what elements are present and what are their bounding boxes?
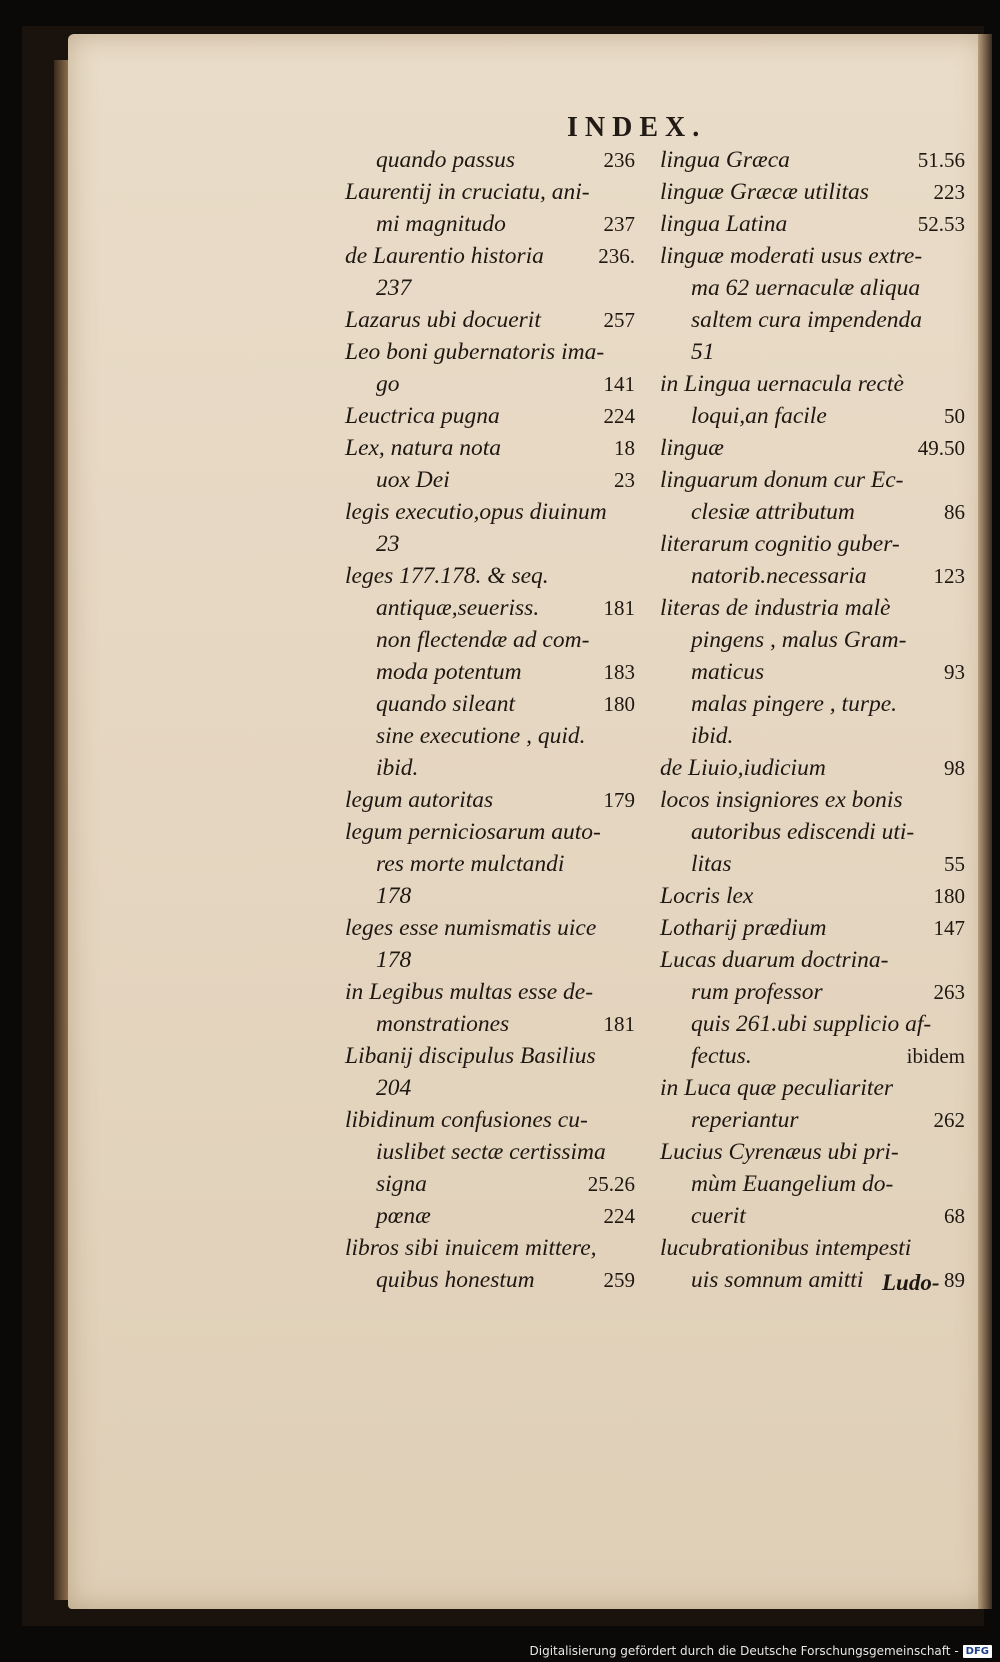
index-entry	[660, 624, 965, 656]
index-entry-text: mi magnitudo	[376, 211, 506, 237]
index-entry-text: iuslibet sectæ certissima	[376, 1139, 606, 1165]
index-entry	[660, 528, 965, 560]
index-entry	[660, 496, 965, 528]
index-entry	[345, 528, 635, 560]
index-entry	[345, 944, 635, 976]
index-entry	[345, 304, 635, 336]
index-entry	[345, 368, 635, 400]
index-entry	[345, 1008, 635, 1040]
index-entry	[660, 688, 965, 720]
index-entry-text: Laurentij in cruciatu, ani-	[345, 179, 590, 205]
catchword: Ludo-	[882, 1270, 940, 1295]
index-entry-text: Lex, natura nota	[345, 435, 502, 461]
index-entry-text: quando passus	[376, 147, 516, 173]
index-entry-page: 180	[933, 884, 965, 908]
index-entry-text: moda potentum	[376, 659, 522, 685]
index-entry	[345, 720, 635, 752]
index-entry-text: linguæ	[660, 435, 724, 461]
index-entry-page: ibidem	[906, 1044, 965, 1068]
index-entry-text: in Lingua uernacula rectè	[660, 371, 904, 397]
index-entry-text: 23	[376, 531, 400, 557]
index-entry	[660, 560, 965, 592]
index-entry-text: sine executione , quid.	[376, 723, 586, 749]
index-entry-text: ma 62 uernaculæ aliqua	[691, 275, 921, 301]
index-entry-text: non flectendæ ad com-	[376, 627, 590, 653]
index-entry-text: legum perniciosarum auto-	[345, 819, 601, 845]
index-entry	[660, 304, 965, 336]
index-entry	[660, 784, 965, 816]
index-entry	[345, 784, 635, 816]
index-entry-page: 141	[603, 372, 635, 396]
index-entry-text: Leuctrica pugna	[345, 403, 500, 429]
index-entry	[345, 1200, 635, 1232]
index-entry-text: Lotharij prædium	[660, 915, 827, 941]
index-entry-text: 51	[691, 339, 715, 365]
index-entry-page: 55	[944, 852, 965, 876]
index-entry	[660, 880, 965, 912]
index-entry-text: antiquæ,seueriss.	[376, 595, 540, 621]
index-entry-page: 181	[603, 596, 635, 620]
index-entry-page: 257	[603, 308, 635, 332]
index-entry-text: uis somnum amitti	[691, 1267, 864, 1293]
index-entry-text: de Liuio,iudicium	[660, 755, 826, 781]
index-entry-page: 223	[933, 180, 965, 204]
index-entry-text: Lucius Cyrenæus ubi pri-	[660, 1139, 899, 1165]
index-entry-page: 98	[944, 756, 965, 780]
index-entry-page: 224	[603, 1204, 635, 1228]
index-entry-page: 236.	[598, 244, 635, 268]
index-entry-text: ibid.	[691, 723, 734, 749]
index-entry	[345, 1264, 635, 1296]
index-entry	[660, 816, 965, 848]
index-entry	[660, 400, 965, 432]
index-entry-page: 52.53	[917, 212, 965, 236]
index-entry	[345, 432, 635, 464]
index-entry	[345, 816, 635, 848]
index-entry	[660, 1136, 965, 1168]
index-entry-text: clesiæ attributum	[691, 499, 855, 525]
index-entry-page: 93	[944, 660, 965, 684]
index-entry-text: 237	[376, 275, 412, 301]
index-entry-text: in Legibus multas esse de-	[345, 979, 594, 1005]
index-entry	[660, 1232, 965, 1264]
index-entry-text: rum professor	[691, 979, 823, 1005]
index-entry-page: 68	[944, 1204, 965, 1228]
index-entry	[660, 1168, 965, 1200]
index-entry-text: linguæ Græcæ utilitas	[660, 179, 869, 205]
index-entry	[660, 144, 965, 176]
index-entry	[345, 1104, 635, 1136]
index-entry-page: 183	[603, 660, 635, 684]
index-entry	[345, 592, 635, 624]
index-entry	[345, 688, 635, 720]
index-entry-text: leges 177.178. & seq.	[345, 563, 549, 589]
index-entry	[660, 848, 965, 880]
index-entry-page: 50	[944, 404, 965, 428]
index-entry-text: 204	[376, 1075, 412, 1101]
index-entry	[660, 1040, 965, 1072]
index-entry	[345, 880, 635, 912]
index-entry-text: pingens , malus Gram-	[691, 627, 907, 653]
footer-credit: Digitalisierung gefördert durch die Deutsche Forschungsgemeinschaft -	[529, 1644, 959, 1658]
digitization-footer	[530, 1644, 993, 1658]
index-entry	[345, 656, 635, 688]
index-entry-text: linguarum donum cur Ec-	[660, 467, 904, 493]
index-entry-text: reperiantur	[691, 1107, 799, 1133]
index-entry-page: 25.26	[587, 1172, 635, 1196]
index-entry-text: Leo boni gubernatoris ima-	[345, 339, 605, 365]
index-entry-text: 178	[376, 883, 412, 909]
index-entry	[345, 496, 635, 528]
index-entry-page: 181	[603, 1012, 635, 1036]
index-entry	[345, 1232, 635, 1264]
index-entry-page: 179	[603, 788, 635, 812]
index-entry	[660, 176, 965, 208]
index-entry-text: Lucas duarum doctrina-	[660, 947, 889, 973]
index-entry	[660, 944, 965, 976]
index-entry-text: fectus.	[691, 1043, 752, 1069]
index-entry	[345, 240, 635, 272]
index-entry	[660, 368, 965, 400]
index-entry-text: signa	[376, 1171, 427, 1197]
index-entry	[345, 1168, 635, 1200]
index-entry-text: saltem cura impendenda	[691, 307, 923, 333]
index-entry	[660, 240, 965, 272]
page-right-edge	[978, 34, 992, 1609]
index-entry	[660, 656, 965, 688]
index-entry	[660, 720, 965, 752]
index-entry-text: malas pingere , turpe.	[691, 691, 898, 717]
index-entry	[660, 464, 965, 496]
index-entry	[345, 976, 635, 1008]
index-entry-text: loqui,an facile	[691, 403, 827, 429]
index-entry-text: cuerit	[691, 1203, 746, 1229]
index-entry-text: Libanij discipulus Basilius	[345, 1043, 596, 1069]
index-entry-page: 23	[614, 468, 635, 492]
index-entry-text: quis 261.ubi supplicio af-	[691, 1011, 932, 1037]
index-entry-text: autoribus ediscendi uti-	[691, 819, 915, 845]
index-entry	[660, 1200, 965, 1232]
index-entry	[345, 848, 635, 880]
index-entry-text: literarum cognitio guber-	[660, 531, 900, 557]
index-entry-text: lucubrationibus intempesti	[660, 1235, 912, 1261]
index-entry-page: 224	[603, 404, 635, 428]
index-entry	[345, 624, 635, 656]
index-entry-page: 180	[603, 692, 635, 716]
index-entry-text: lingua Latina	[660, 211, 788, 237]
index-entry	[660, 592, 965, 624]
index-entry-text: mùm Euangelium do-	[691, 1171, 894, 1197]
index-entry-page: 49.50	[917, 436, 965, 460]
index-entry	[660, 1072, 965, 1104]
index-entry-page: 51.56	[917, 148, 965, 172]
index-entry-text: Locris lex	[660, 883, 754, 909]
index-entry	[660, 1104, 965, 1136]
index-entry-page: 89	[944, 1268, 965, 1292]
index-entry-text: libidinum confusiones cu-	[345, 1107, 588, 1133]
index-entry-page: 263	[933, 980, 965, 1004]
index-entry	[345, 272, 635, 304]
index-entry-page: 236	[603, 148, 635, 172]
index-entry	[660, 432, 965, 464]
index-entry-text: locos insigniores ex bonis	[660, 787, 903, 813]
index-entry-page: 147	[933, 916, 965, 940]
page-left-edge	[54, 60, 68, 1600]
index-entry	[345, 1072, 635, 1104]
index-entry-page: 86	[944, 500, 965, 524]
index-entry-text: res morte mulctandi	[376, 851, 565, 877]
index-entry-text: leges esse numismatis uice	[345, 915, 597, 941]
index-entry-page: 123	[933, 564, 965, 588]
index-entry	[660, 1008, 965, 1040]
index-entry-text: literas de industria malè	[660, 595, 891, 621]
index-entry	[345, 560, 635, 592]
index-entry-text: de Laurentio historia	[345, 243, 544, 269]
index-entry	[345, 1136, 635, 1168]
index-entry	[345, 1040, 635, 1072]
index-entry-text: maticus	[691, 659, 765, 685]
index-entry-page: 237	[603, 212, 635, 236]
index-entry-text: legum autoritas	[345, 787, 494, 813]
index-entry	[660, 912, 965, 944]
index-entry-page: 262	[933, 1108, 965, 1132]
page-header-index: INDEX.	[567, 112, 707, 143]
index-entry-text: monstrationes	[376, 1011, 510, 1037]
index-entry	[345, 400, 635, 432]
index-entry-text: 178	[376, 947, 412, 973]
index-entry	[345, 752, 635, 784]
index-entry	[345, 176, 635, 208]
index-entry-text: Lazarus ubi docuerit	[345, 307, 541, 333]
index-entry-text: quibus honestum	[376, 1267, 535, 1293]
index-entry	[660, 272, 965, 304]
index-entry	[345, 144, 635, 176]
index-entry	[660, 976, 965, 1008]
index-entry	[660, 336, 965, 368]
index-entry-text: litas	[691, 851, 732, 877]
index-entry-text: lingua Græca	[660, 147, 790, 173]
index-entry	[345, 208, 635, 240]
index-entry-text: legis executio,opus diuinum	[345, 499, 607, 525]
index-entry-text: natorib.necessaria	[691, 563, 867, 589]
dfg-logo: DFG	[963, 1645, 992, 1658]
index-entry	[345, 464, 635, 496]
index-entry-page: 259	[603, 1268, 635, 1292]
index-entry-text: ibid.	[376, 755, 419, 781]
index-entry	[660, 752, 965, 784]
index-entry	[345, 912, 635, 944]
index-entry-text: in Luca quæ peculiariter	[660, 1075, 894, 1101]
index-column-left	[345, 144, 635, 1296]
index-entry	[345, 336, 635, 368]
index-column-right	[660, 144, 965, 1296]
index-entry-text: go	[376, 371, 400, 397]
index-entry-page: 18	[614, 436, 635, 460]
index-entry-text: pœnæ	[376, 1203, 431, 1229]
index-entry	[660, 208, 965, 240]
index-entry-text: quando sileant	[376, 691, 516, 717]
index-entry-text: linguæ moderati usus extre-	[660, 243, 923, 269]
index-entry-text: uox Dei	[376, 467, 450, 493]
index-entry-text: libros sibi inuicem mittere,	[345, 1235, 597, 1261]
